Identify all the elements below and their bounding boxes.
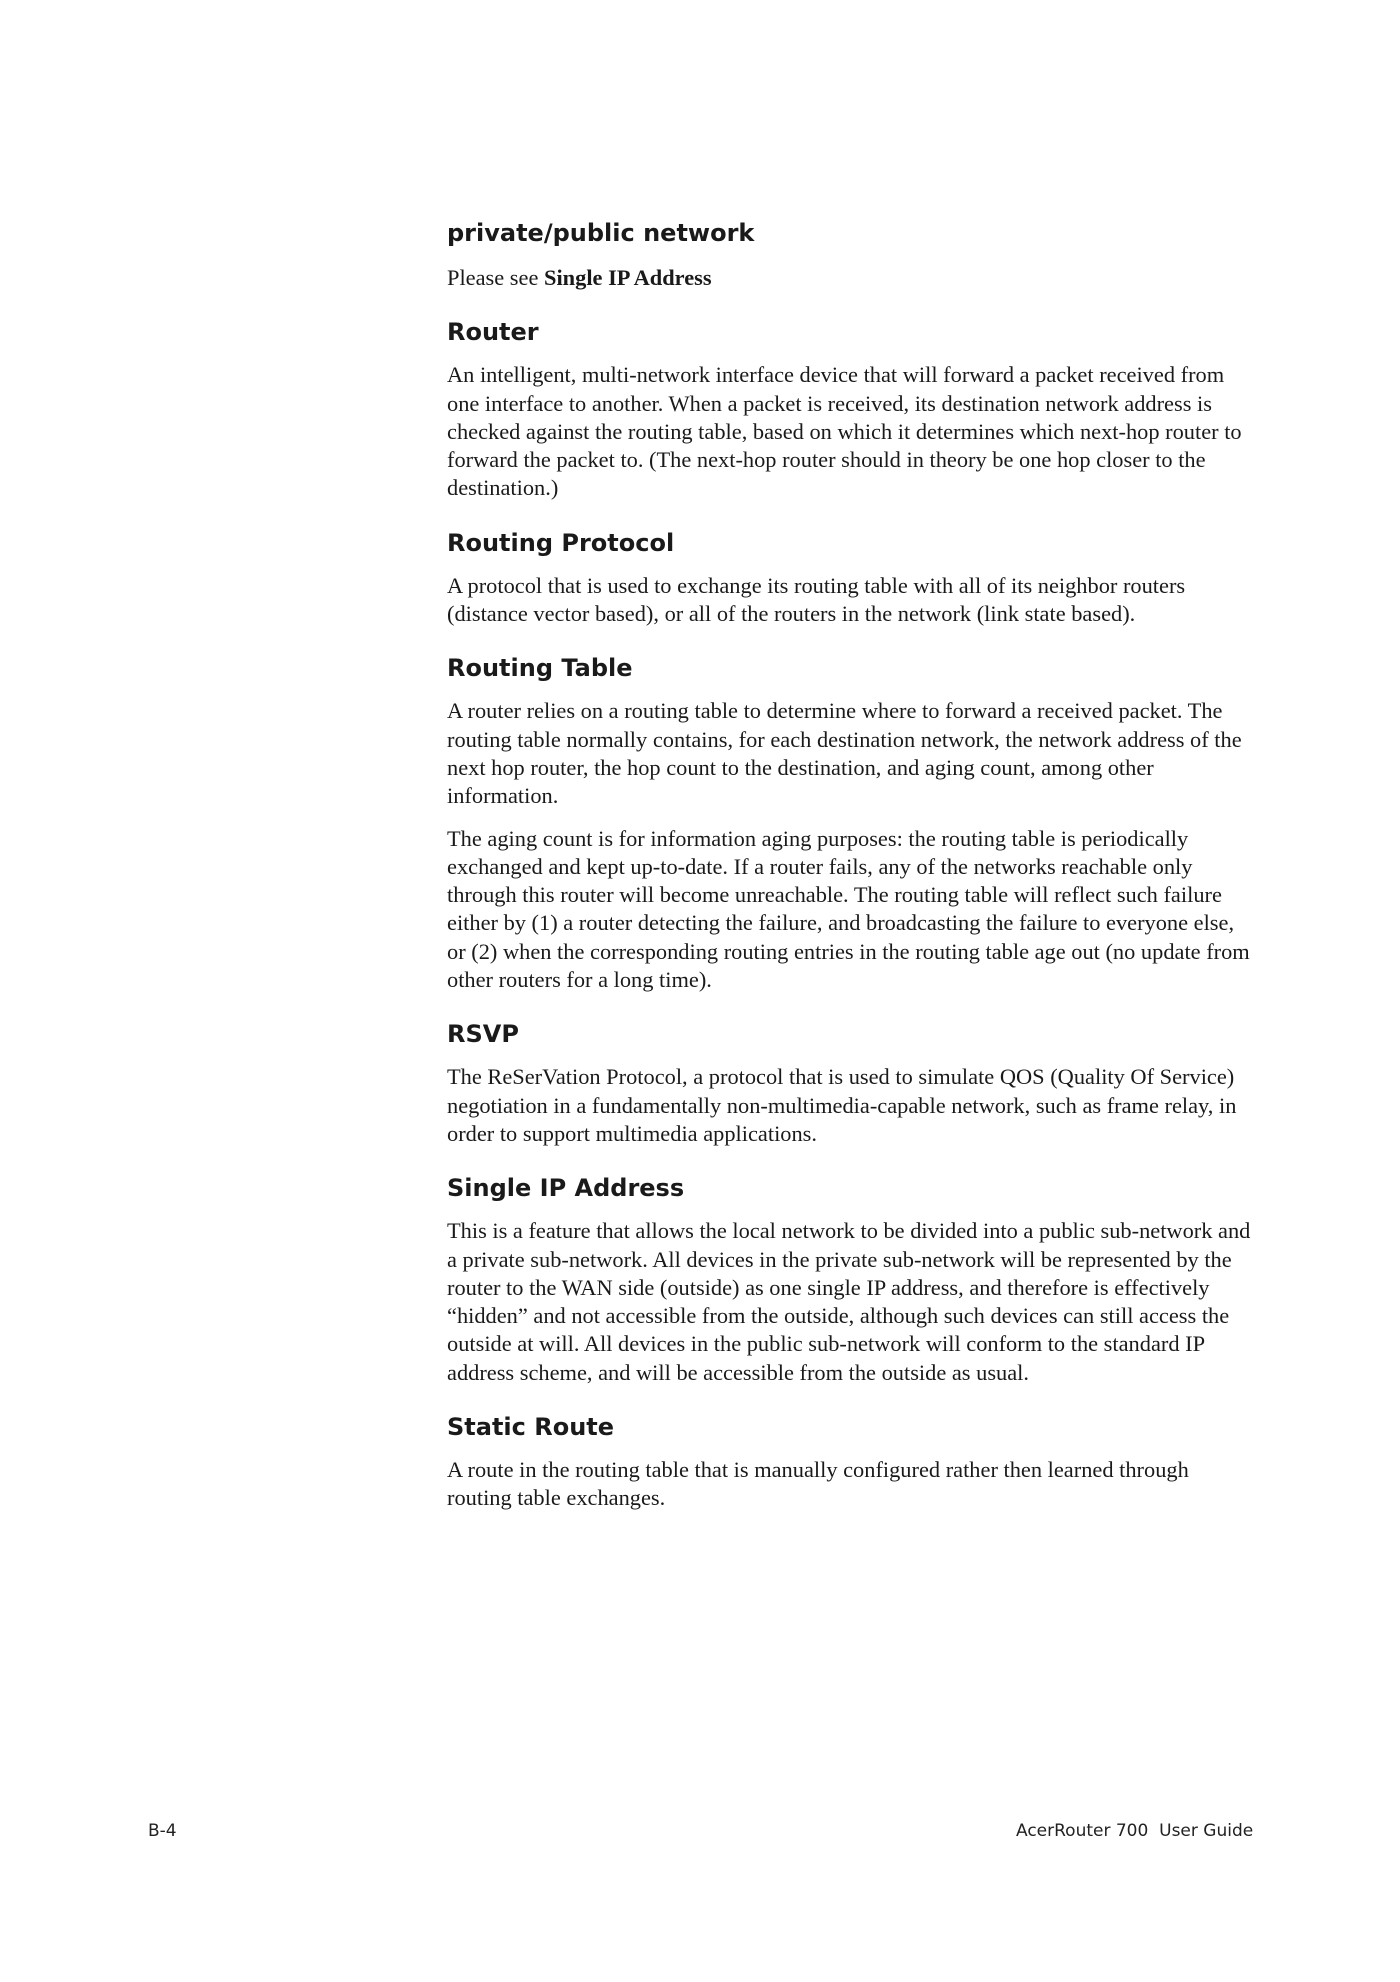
see-prefix: Please see <box>447 265 544 290</box>
definition-paragraph: An intelligent, multi-network interface device that will forward a packet received from one interface to another. When a packet is received, its destination network address is checked against the routing table, based on which it determines which next-hop router to forward the packet to. (The next-hop router should in theory be one hop closer to the destination.) <box>447 362 1242 501</box>
definition-paragraph: The ReSerVation Protocol, a protocol that is used to simulate QOS (Quality Of Service) negotiation in a fundamentally non-multimedia-capable network, such as frame relay, in order to support multimedia applications. <box>447 1064 1237 1146</box>
glossary-entry-routing-protocol <box>447 528 1253 629</box>
term-heading: Static Route <box>447 1413 615 1442</box>
definition-paragraph: A router relies on a routing table to determine where to forward a received packet. The routing table normally contains, for each destination network, the network address of the next hop router, the hop count to the destination, and aging count, among other information. <box>447 698 1242 809</box>
glossary-entry-rsvp <box>447 1019 1253 1148</box>
glossary-entry-routing-table <box>447 653 1253 994</box>
definition-paragraph: A route in the routing table that is manually configured rather then learned through routing table exchanges. <box>447 1457 1189 1511</box>
term-heading: Single IP Address <box>447 1174 685 1203</box>
definition-paragraph: The aging count is for information aging purposes: the routing table is periodically exchanged and kept up-to-date. If a router fails, any of the networks reachable only through this router will become unreachable. The routing table will reflect such failure either by (1) a router detecting the failure, and broadcasting the failure to everyone else, or (2) when the corresponding routing entries in the routing table age out (no update from other routers for a long time). <box>447 825 1250 993</box>
see-reference-link: Single IP Address <box>544 265 712 290</box>
term-heading: private/public network <box>447 219 755 247</box>
term-heading: Router <box>447 318 539 347</box>
page-number: B-4 <box>148 1821 177 1841</box>
glossary-entry-single-ip-address <box>447 1173 1253 1387</box>
term-heading: RSVP <box>447 1020 519 1049</box>
glossary-entry-static-route <box>447 1412 1253 1513</box>
glossary-content <box>447 218 1253 1538</box>
document-title: AcerRouter 700 User Guide <box>1016 1821 1254 1841</box>
term-heading: Routing Protocol <box>447 528 675 557</box>
definition-paragraph: This is a feature that allows the local network to be divided into a public sub-network and a private sub-network. All devices in the private sub-network will be represented by the router to the WAN side (outside) as one single IP address, and therefore is effectively “hidden” and not accessible from the outside, although such devices can still access the outside at will. All devices in the public sub-network will conform to the standard IP address scheme, and will be accessible from the outside as usual. <box>447 1218 1251 1385</box>
glossary-entry-router <box>447 317 1253 502</box>
definition-paragraph: A protocol that is used to exchange its routing table with all of its neighbor routers (distance vector based), or all of the routers in the network (link state based). <box>447 572 1186 627</box>
see-reference <box>447 264 1253 292</box>
term-heading: Routing Table <box>447 654 633 683</box>
glossary-entry-private-public-network <box>447 218 1253 292</box>
